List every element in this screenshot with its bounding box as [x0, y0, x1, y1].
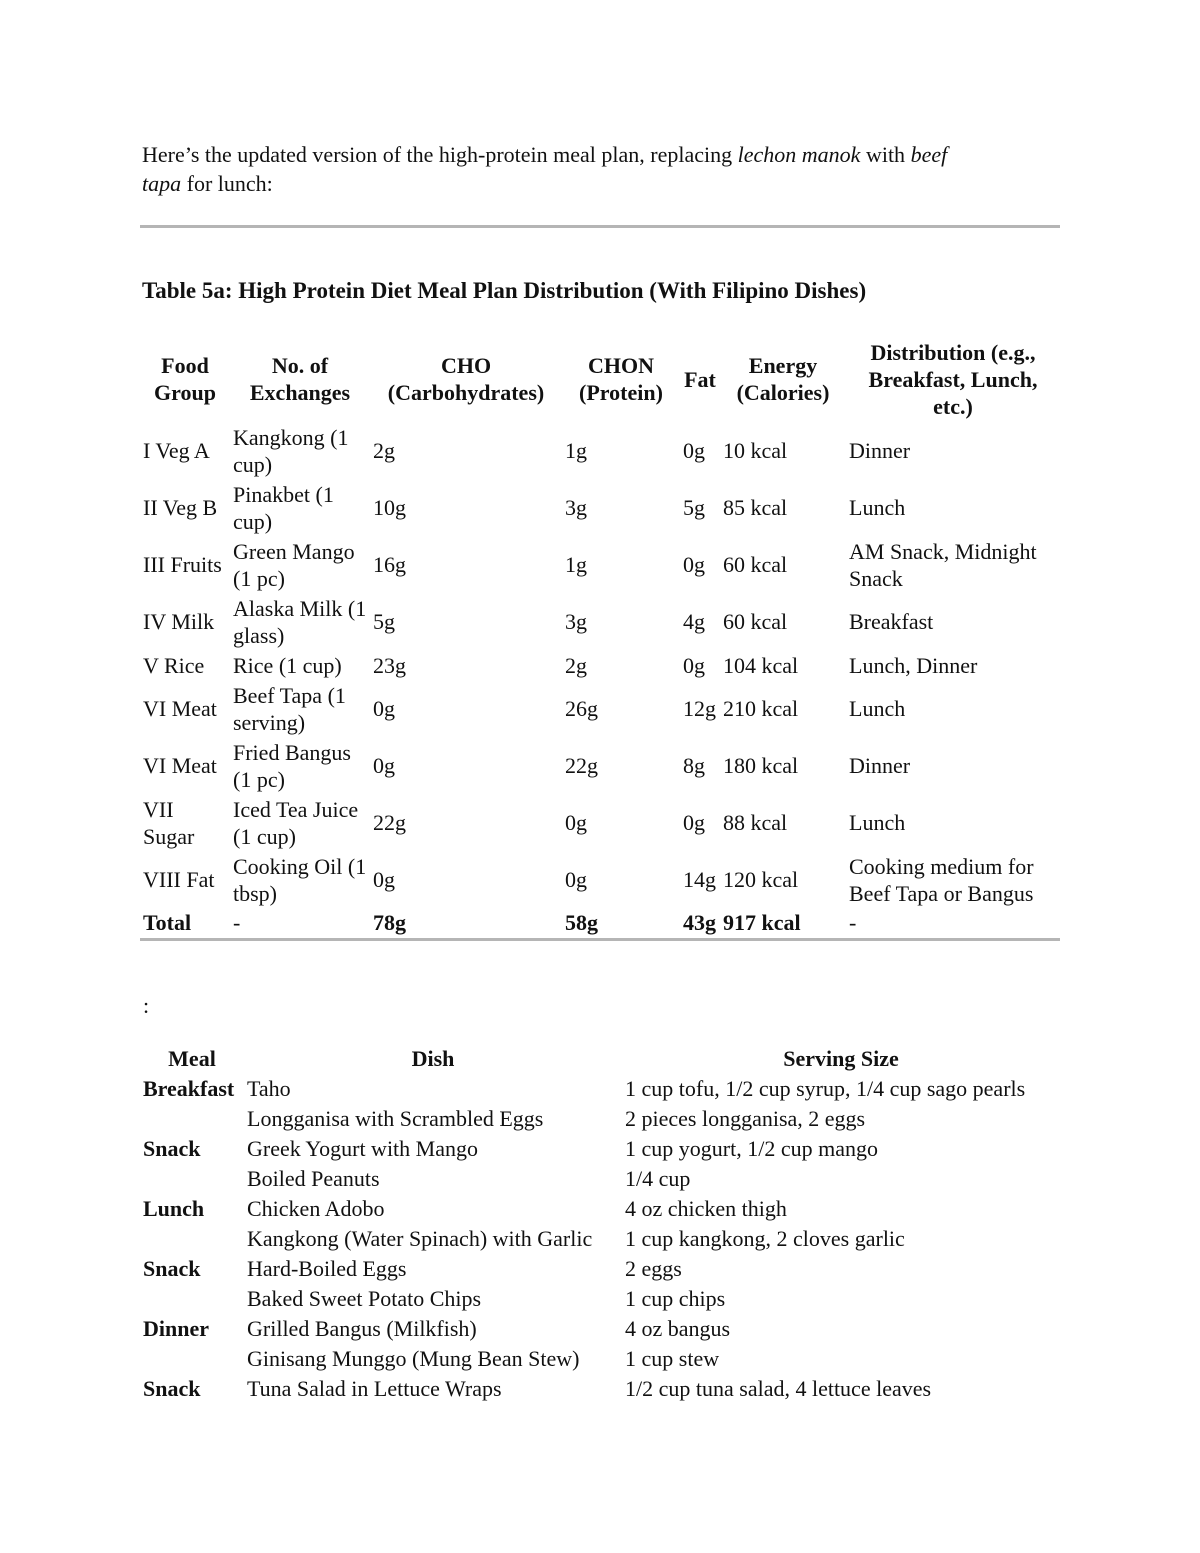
table-row [140, 479, 1060, 536]
cell-energy: 60 kcal [723, 552, 788, 577]
meal-cell-dish: Ginisang Munggo (Mung Bean Stew) [247, 1346, 580, 1371]
list-item [140, 1194, 1060, 1224]
cell-energy: 85 kcal [723, 495, 788, 520]
table-row [140, 536, 1060, 593]
meal-cell-serving: 1 cup chips [625, 1286, 726, 1311]
meal-cell-meal [140, 1104, 244, 1134]
header-chon: CHON (Protein) [579, 353, 663, 405]
meal-table [140, 1044, 1060, 1404]
intro-middle: with [860, 142, 911, 167]
meal-cell-meal [140, 1164, 244, 1194]
nutrition-table [140, 336, 1060, 941]
table-row [140, 422, 1060, 479]
list-item [140, 1164, 1060, 1194]
cell-energy: 60 kcal [723, 609, 788, 634]
meal-cell-meal [140, 1344, 244, 1374]
meal-cell-serving: 1/4 cup [625, 1166, 691, 1191]
cell-distribution: Lunch [849, 495, 906, 520]
intro-prefix: Here’s the updated version of the high-protein meal plan, replacing [142, 142, 738, 167]
meal-cell-meal: Breakfast [143, 1076, 235, 1101]
list-item [140, 1284, 1060, 1314]
cell-fat: 0g [683, 438, 705, 463]
cell-fat: 5g [683, 495, 705, 520]
list-item [140, 1134, 1060, 1164]
cell-energy: 120 kcal [723, 867, 799, 892]
cell-exchange: Cooking Oil (1 tbsp) [233, 853, 367, 906]
meal-cell-meal: Lunch [143, 1196, 205, 1221]
cell-chon: 26g [565, 696, 598, 721]
cell-exchange: Green Mango (1 pc) [233, 538, 355, 591]
cell-exchange: Alaska Milk (1 glass) [233, 595, 367, 648]
cell-cho: 2g [373, 438, 395, 463]
list-item [140, 1374, 1060, 1404]
intro-new-dish-line2: tapa [142, 171, 182, 196]
cell-exchange: Pinakbet (1 cup) [233, 481, 334, 534]
meal-cell-serving: 1 cup stew [625, 1346, 720, 1371]
meal-cell-dish: Grilled Bangus (Milkfish) [247, 1316, 477, 1341]
cell-distribution: Dinner [849, 753, 911, 778]
list-item [140, 1074, 1060, 1104]
cell-chon: 22g [565, 753, 598, 778]
cell-group: I Veg A [143, 438, 210, 463]
cell-cho: 16g [373, 552, 406, 577]
cell-cho: 0g [373, 753, 395, 778]
header-exchanges: No. of Exchanges [249, 353, 351, 405]
table-row [140, 650, 1060, 680]
cell-energy: 210 kcal [723, 696, 799, 721]
cell-energy: 10 kcal [723, 438, 788, 463]
cell-group: VIII Fat [143, 867, 215, 892]
total-chon: 58g [562, 908, 680, 940]
meal-cell-serving: 2 eggs [625, 1256, 682, 1281]
cell-group: V Rice [143, 652, 205, 678]
meal-cell-meal [140, 1224, 244, 1254]
cell-cho: 0g [373, 696, 395, 721]
meal-cell-meal: Snack [143, 1256, 201, 1281]
header-cho: CHO (Carbohydrates) [387, 353, 545, 405]
intro-suffix: for lunch: [181, 171, 273, 196]
meal-cell-dish: Chicken Adobo [247, 1196, 385, 1221]
table-row [140, 680, 1060, 737]
meal-cell-meal [140, 1284, 244, 1314]
cell-fat: 12g [683, 696, 716, 721]
total-group: Total [140, 908, 230, 940]
cell-group: II Veg B [143, 495, 218, 520]
cell-chon: 3g [565, 495, 587, 520]
header-food-group: Food Group [154, 353, 216, 405]
cell-chon: 0g [565, 867, 587, 892]
meal-cell-serving: 1/2 cup tuna salad, 4 lettuce leaves [625, 1376, 932, 1401]
cell-distribution: Dinner [849, 438, 911, 463]
cell-cho: 22g [373, 810, 406, 835]
cell-cho: 5g [373, 609, 395, 634]
cell-fat: 0g [683, 552, 705, 577]
separator-text: : [143, 993, 150, 1018]
meal-cell-dish: Boiled Peanuts [247, 1166, 380, 1191]
meal-cell-meal: Dinner [143, 1316, 209, 1341]
list-item [140, 1344, 1060, 1374]
meal-cell-serving: 1 cup kangkong, 2 cloves garlic [625, 1226, 905, 1251]
cell-exchange: Fried Bangus (1 pc) [233, 739, 351, 792]
total-row [140, 908, 1060, 940]
header-energy: Energy (Calories) [736, 353, 830, 405]
total-cho: 78g [370, 908, 562, 940]
cell-exchange: Rice (1 cup) [233, 652, 342, 678]
list-item [140, 1224, 1060, 1254]
horizontal-rule [140, 225, 1060, 228]
cell-fat: 0g [683, 810, 705, 835]
cell-cho: 10g [373, 495, 406, 520]
meal-cell-serving: 1 cup tofu, 1/2 cup syrup, 1/4 cup sago pearls [625, 1076, 1026, 1101]
total-exchange: - [230, 908, 370, 940]
meal-cell-serving: 4 oz bangus [625, 1316, 731, 1341]
cell-distribution: Lunch [849, 810, 906, 835]
cell-distribution: Lunch, Dinner [849, 652, 978, 678]
cell-fat: 4g [683, 609, 705, 634]
cell-group: VI Meat [143, 753, 217, 778]
header-distribution: Distribution (e.g., Breakfast, Lunch, etc.) [868, 339, 1038, 419]
cell-fat: 14g [683, 867, 716, 892]
table-row [140, 851, 1060, 908]
meal-cell-dish: Hard-Boiled Eggs [247, 1256, 407, 1281]
cell-group: IV Milk [143, 609, 215, 634]
list-item [140, 1254, 1060, 1284]
cell-exchange: Beef Tapa (1 serving) [233, 682, 346, 735]
header-meal: Meal [168, 1046, 216, 1071]
table-row [140, 794, 1060, 851]
intro-old-dish: lechon manok [737, 142, 861, 167]
table-row [140, 593, 1060, 650]
intro-new-dish-line1: beef [910, 142, 948, 167]
meal-cell-dish: Longganisa with Scrambled Eggs [247, 1106, 544, 1131]
total-distribution: - [846, 908, 1060, 940]
cell-chon: 0g [565, 810, 587, 835]
cell-energy: 88 kcal [723, 810, 788, 835]
cell-energy: 180 kcal [723, 753, 799, 778]
total-energy: 917 kcal [720, 908, 846, 940]
meal-cell-dish: Tuna Salad in Lettuce Wraps [247, 1376, 502, 1401]
header-fat: Fat [684, 366, 716, 392]
list-item [140, 1104, 1060, 1134]
cell-fat: 8g [683, 753, 705, 778]
meal-cell-serving: 2 pieces longganisa, 2 eggs [625, 1106, 866, 1131]
meal-cell-dish: Kangkong (Water Spinach) with Garlic [247, 1226, 593, 1251]
cell-group: III Fruits [143, 552, 222, 577]
meal-cell-dish: Baked Sweet Potato Chips [247, 1286, 482, 1311]
cell-cho: 0g [373, 867, 395, 892]
cell-cho: 23g [373, 652, 406, 678]
meal-cell-meal: Snack [143, 1376, 201, 1401]
cell-distribution: Cooking medium for Beef Tapa or Bangus [849, 853, 1034, 906]
cell-distribution: AM Snack, Midnight Snack [849, 538, 1037, 591]
cell-group: VI Meat [143, 696, 217, 721]
meal-cell-meal: Snack [143, 1136, 201, 1161]
cell-distribution: Lunch [849, 696, 906, 721]
cell-exchange: Kangkong (1 cup) [233, 424, 349, 477]
meal-cell-serving: 1 cup yogurt, 1/2 cup mango [625, 1136, 878, 1161]
meal-cell-dish: Greek Yogurt with Mango [247, 1136, 478, 1161]
cell-chon: 1g [565, 552, 587, 577]
header-dish: Dish [411, 1046, 455, 1071]
list-item [140, 1314, 1060, 1344]
intro-paragraph [142, 140, 1042, 198]
cell-chon: 2g [565, 652, 587, 678]
table-row [140, 737, 1060, 794]
cell-distribution: Breakfast [849, 609, 934, 634]
table-title: Table 5a: High Protein Diet Meal Plan Distribution (With Filipino Dishes) [142, 278, 867, 303]
meal-cell-dish: Taho [247, 1076, 291, 1101]
total-fat: 43g [680, 908, 720, 940]
meal-cell-serving: 4 oz chicken thigh [625, 1196, 787, 1221]
cell-chon: 1g [565, 438, 587, 463]
cell-group: VII Sugar [143, 796, 195, 849]
cell-fat: 0g [683, 652, 705, 678]
cell-exchange: Iced Tea Juice (1 cup) [233, 796, 359, 849]
cell-chon: 3g [565, 609, 587, 634]
cell-energy: 104 kcal [723, 652, 799, 678]
header-serving-size: Serving Size [783, 1046, 899, 1071]
